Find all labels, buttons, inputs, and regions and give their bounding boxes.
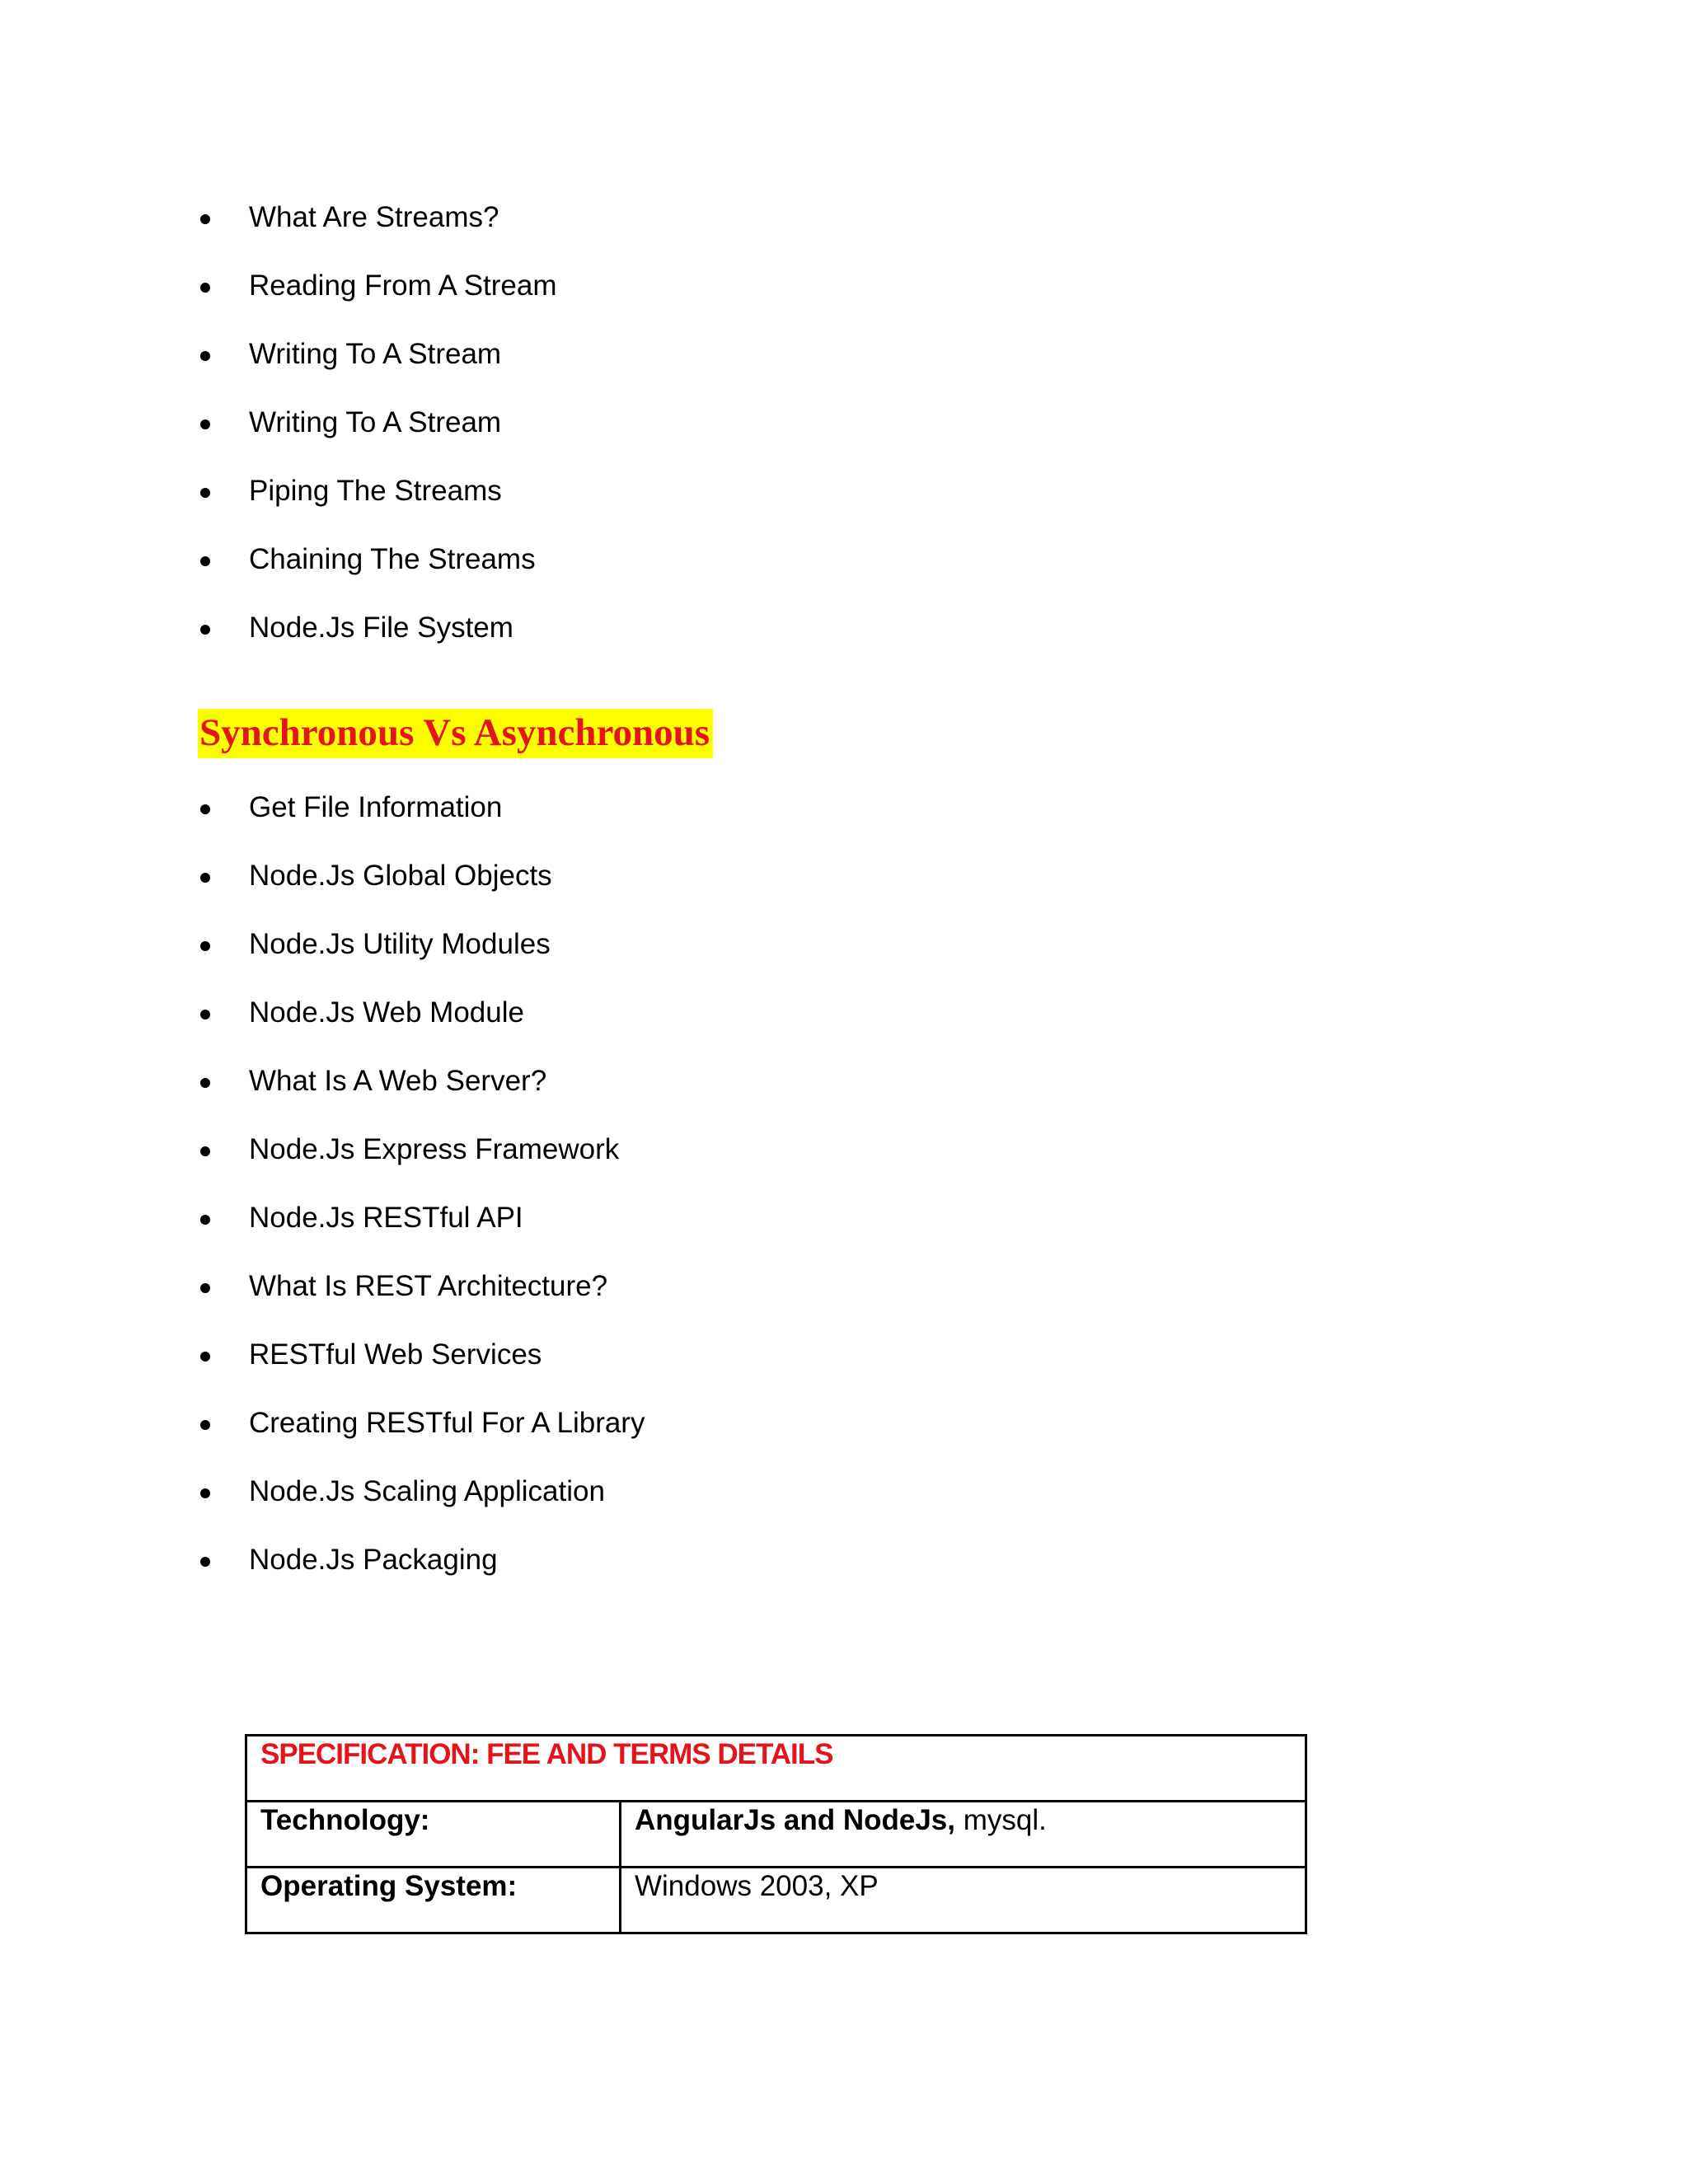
list-item	[198, 336, 557, 405]
bullet-icon	[200, 214, 210, 224]
list-item	[198, 926, 645, 995]
list-item-label: Get File Information	[249, 791, 503, 823]
topic-list-streams	[198, 199, 557, 678]
list-item	[198, 1063, 645, 1132]
operating-system-label: Operating System:	[246, 1868, 621, 1933]
list-item	[198, 473, 557, 541]
list-item-label: Piping The Streams	[249, 475, 502, 507]
list-item	[198, 405, 557, 473]
list-item	[198, 995, 645, 1063]
list-item-label: Writing To A Stream	[249, 406, 502, 438]
bullet-icon	[200, 1488, 210, 1498]
technology-label: Technology:	[246, 1802, 621, 1868]
list-item-label: Reading From A Stream	[249, 269, 557, 302]
section-heading: Synchronous Vs Asynchronous	[198, 709, 713, 758]
list-item	[198, 1474, 645, 1542]
bullet-icon	[200, 1215, 210, 1225]
list-item	[198, 1542, 645, 1610]
list-item	[198, 858, 645, 926]
list-item	[198, 1200, 645, 1268]
list-item	[198, 1132, 645, 1200]
bullet-icon	[200, 1557, 210, 1567]
list-item-label: What Are Streams?	[249, 201, 499, 233]
operating-system-value: Windows 2003, XP	[635, 1870, 879, 1902]
list-item-label: Writing To A Stream	[249, 338, 502, 370]
table-row	[246, 1868, 1306, 1933]
bullet-icon	[200, 1352, 210, 1361]
list-item-label: Creating RESTful For A Library	[249, 1407, 645, 1439]
list-item	[198, 268, 557, 336]
list-item-label: RESTful Web Services	[249, 1338, 542, 1371]
list-item-label: Node.Js Global Objects	[249, 860, 552, 892]
topic-list-nodejs	[198, 790, 645, 1610]
bullet-icon	[200, 1283, 210, 1293]
list-item-label: Chaining The Streams	[249, 543, 536, 575]
list-item-label: What Is REST Architecture?	[249, 1270, 608, 1302]
bullet-icon	[200, 625, 210, 635]
table-row	[246, 1802, 1306, 1868]
list-item	[198, 1337, 645, 1405]
list-item-label: Node.Js Web Module	[249, 996, 524, 1029]
bullet-icon	[200, 804, 210, 814]
list-item	[198, 790, 645, 858]
technology-value-bold: AngularJs and NodeJs,	[635, 1804, 955, 1836]
list-item-label: What Is A Web Server?	[249, 1065, 547, 1097]
list-item	[198, 610, 557, 678]
list-item-label: Node.Js RESTful API	[249, 1202, 523, 1234]
list-item-label: Node.Js Express Framework	[249, 1133, 620, 1165]
list-item	[198, 1268, 645, 1337]
bullet-icon	[200, 488, 210, 498]
list-item	[198, 199, 557, 268]
list-item	[198, 1405, 645, 1474]
technology-value: mysql.	[954, 1804, 1047, 1836]
bullet-icon	[200, 1146, 210, 1156]
operating-system-value-cell	[621, 1868, 1306, 1933]
specification-table	[245, 1734, 1307, 1934]
bullet-icon	[200, 941, 210, 951]
bullet-icon	[200, 1078, 210, 1088]
list-item-label: Node.Js Packaging	[249, 1544, 498, 1576]
technology-value-cell	[621, 1802, 1306, 1868]
list-item-label: Node.Js Scaling Application	[249, 1475, 605, 1507]
table-title-row	[246, 1736, 1306, 1802]
bullet-icon	[200, 556, 210, 566]
bullet-icon	[200, 283, 210, 293]
bullet-icon	[200, 1010, 210, 1019]
specification-title: SPECIFICATION: FEE AND TERMS DETAILS	[246, 1736, 1306, 1802]
bullet-icon	[200, 419, 210, 429]
list-item-label: Node.Js Utility Modules	[249, 928, 551, 960]
bullet-icon	[200, 873, 210, 883]
list-item-label: Node.Js File System	[249, 612, 513, 644]
list-item	[198, 541, 557, 610]
bullet-icon	[200, 1420, 210, 1430]
bullet-icon	[200, 351, 210, 361]
